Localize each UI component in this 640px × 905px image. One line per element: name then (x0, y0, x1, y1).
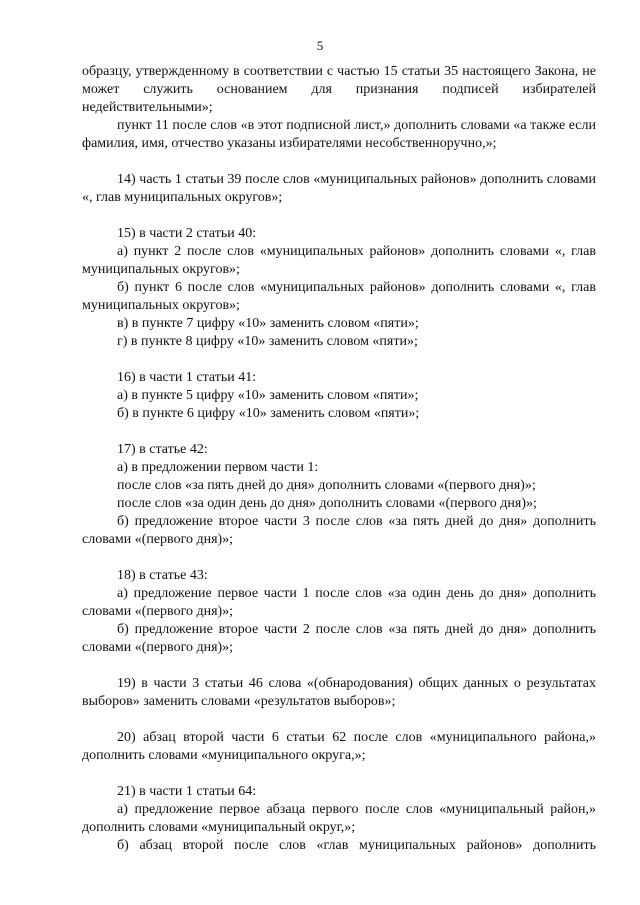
paragraph: 19) в части 3 статьи 46 слова «(обнародования) общих данных о результатах выборов» заменить словами «результатов выборов»; (82, 676, 596, 709)
document-body (82, 63, 596, 855)
paragraph-gap (82, 549, 596, 567)
paragraph: а) предложение первое части 1 после слов «за один день до дня» дополнить словами «(первого дня)»; (82, 586, 596, 619)
paragraph: б) пункт 6 после слов «муниципальных районов» дополнить словами «, глав муниципальных округов»; (82, 280, 596, 313)
paragraph-gap (82, 351, 596, 369)
paragraph: а) предложение первое абзаца первого после слов «муниципальный район,» дополнить словами «муниципальный округ,»; (82, 802, 596, 835)
paragraph: б) в пункте 6 цифру «10» заменить словом «пяти»; (117, 406, 420, 421)
paragraph: после слов «за один день до дня» дополнить словами «(первого дня)»; (117, 496, 537, 511)
paragraph: б) предложение второе части 3 после слов «за пять дней до дня» дополнить словами «(первого дня)»; (82, 514, 596, 547)
paragraph: 21) в части 1 статьи 64: (117, 784, 257, 799)
paragraph-gap (82, 423, 596, 441)
page-number: 5 (316, 38, 324, 53)
paragraph: 14) часть 1 статьи 39 после слов «муниципальных районов» дополнить словами «, глав муниципальных округов»; (82, 172, 596, 205)
paragraph: 17) в статье 42: (117, 442, 208, 457)
paragraph-gap (82, 207, 596, 225)
paragraph: после слов «за пять дней до дня» дополнить словами «(первого дня)»; (117, 478, 536, 493)
paragraph: 15) в части 2 статьи 40: (117, 226, 257, 241)
paragraph: в) в пункте 7 цифру «10» заменить словом «пяти»; (117, 316, 419, 331)
paragraph: б) абзац второй после слов «глав муниципальных районов» дополнить (117, 838, 596, 853)
paragraph-gap (82, 153, 596, 171)
paragraph: а) в предложении первом части 1: (117, 460, 319, 475)
paragraph: пункт 11 после слов «в этот подписной лист,» дополнить словами «а также если фамилия, имя, отчество указаны избирателями несобственноручно,»; (82, 118, 596, 151)
paragraph: б) предложение второе части 2 после слов «за пять дней до дня» дополнить словами «(первого дня)»; (82, 622, 596, 655)
paragraph: 18) в статье 43: (117, 568, 208, 583)
paragraph: а) пункт 2 после слов «муниципальных районов» дополнить словами «, глав муниципальных округов»; (82, 244, 596, 277)
paragraph-gap (82, 711, 596, 729)
paragraph: 20) абзац второй части 6 статьи 62 после слов «муниципального района,» дополнить словами «муниципального округа,»; (82, 730, 596, 763)
paragraph: 16) в части 1 статьи 41: (117, 370, 257, 385)
paragraph: а) в пункте 5 цифру «10» заменить словом «пяти»; (117, 388, 419, 403)
paragraph: образцу, утвержденному в соответствии с частью 15 статьи 35 настоящего Закона, не может служить основанием для признания подписей избирателей недействительными»; (82, 64, 596, 115)
paragraph-gap (82, 765, 596, 783)
paragraph: г) в пункте 8 цифру «10» заменить словом «пяти»; (117, 334, 418, 349)
paragraph-gap (82, 657, 596, 675)
